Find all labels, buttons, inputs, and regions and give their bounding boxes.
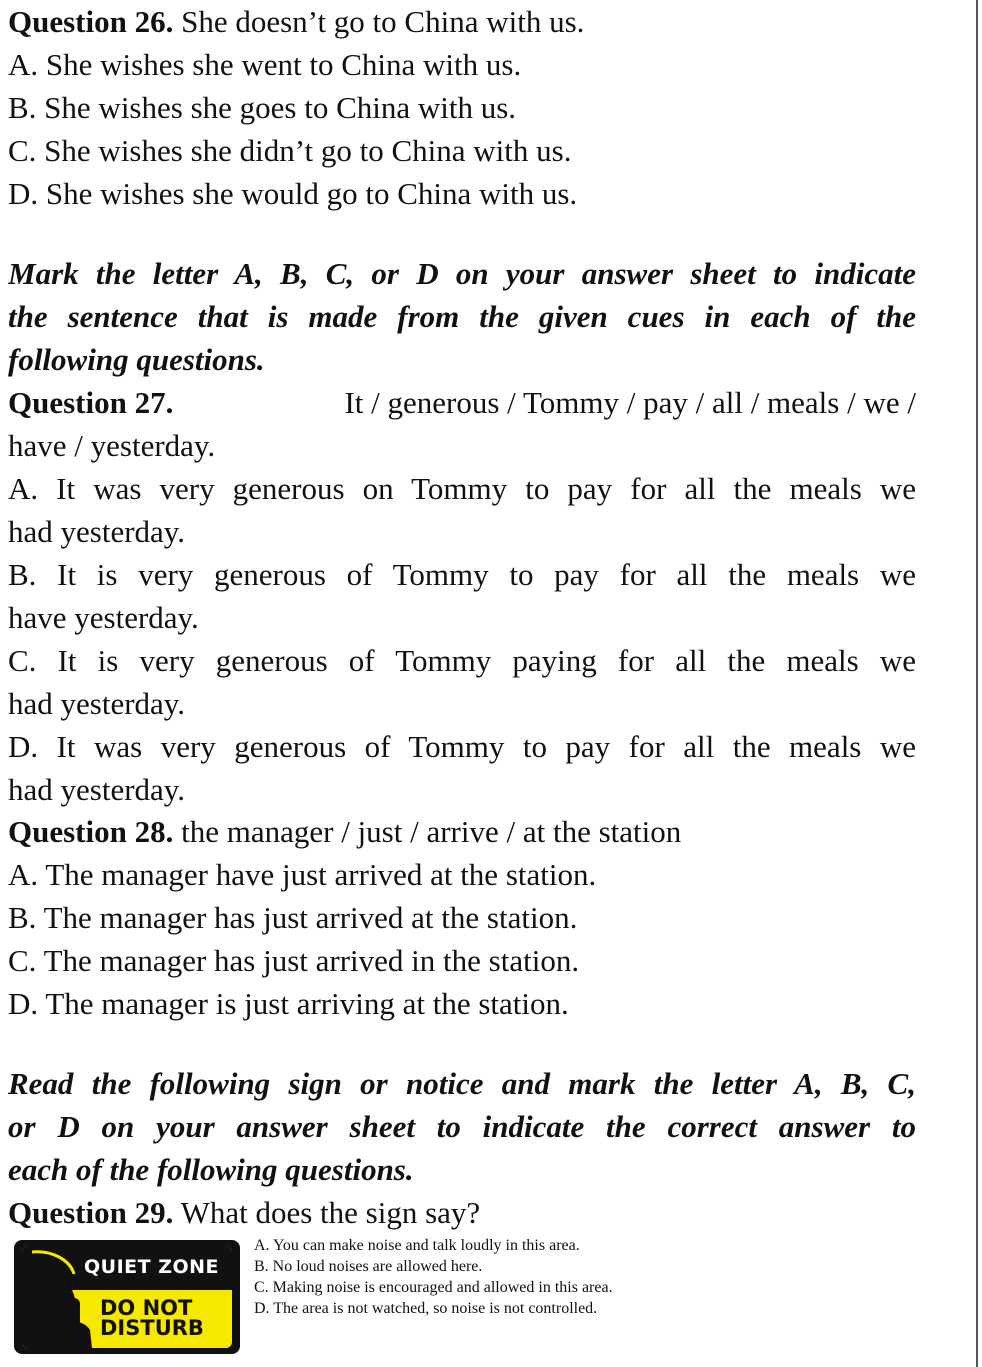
- q28-stem-line: [8, 810, 681, 853]
- q26-heading: Question 26.: [8, 4, 174, 39]
- q27-option-d-line2: had yesterday.: [8, 772, 186, 807]
- q27-heading: Question 27.: [8, 385, 174, 420]
- q26-stem-line: [8, 0, 584, 43]
- quiet-zone-sign: [14, 1240, 240, 1354]
- q27-option-c-line1: C. It is very generous of Tommy paying for all the meals we: [8, 643, 916, 678]
- q29-option-d: D. The area is not watched, so noise is not controlled.: [254, 1300, 598, 1317]
- q27-stem-line1: It / generous / Tommy / pay / all / meals / we /: [344, 385, 916, 420]
- q27-option-a-line2: had yesterday.: [8, 514, 186, 549]
- q27-stem-line: [8, 381, 916, 424]
- q29-stem-line: [8, 1191, 480, 1234]
- q26-stem: She doesn’t go to China with us.: [181, 4, 585, 39]
- instruction2-line3: each of the following questions.: [8, 1152, 414, 1187]
- q27-option-c-line2: had yesterday.: [8, 686, 186, 721]
- instruction1-line1: Mark the letter A, B, C, or D on your answer sheet to indicate: [8, 256, 916, 291]
- instruction2-line1: Read the following sign or notice and mark the letter A, B, C,: [8, 1066, 916, 1101]
- q29-option-c: C. Making noise is encouraged and allowed in this area.: [254, 1279, 613, 1296]
- q29-option-b: B. No loud noises are allowed here.: [254, 1258, 483, 1275]
- q27-option-b-line1: B. It is very generous of Tommy to pay for all the meals we: [8, 557, 916, 592]
- sign-panel: [22, 1246, 232, 1348]
- page-right-border: [976, 0, 978, 1367]
- q29-stem: What does the sign say?: [180, 1195, 481, 1230]
- sign-do-not-disturb: [100, 1298, 204, 1338]
- sign-disturb-text: DISTURB: [100, 1316, 204, 1340]
- instruction1-line3: following questions.: [8, 342, 265, 377]
- sign-quiet-zone-text: QUIET ZONE: [84, 1256, 220, 1278]
- q29-option-a: A. You can make noise and talk loudly in this area.: [254, 1237, 580, 1254]
- q28-stem: the manager / just / arrive / at the station: [181, 814, 682, 849]
- q28-option-d: D. The manager is just arriving at the station.: [8, 986, 569, 1021]
- q27-stem-line2: have / yesterday.: [8, 428, 216, 463]
- q26-option-b: B. She wishes she goes to China with us.: [8, 90, 517, 125]
- q28-heading: Question 28.: [8, 814, 174, 849]
- q29-heading: Question 29.: [8, 1195, 174, 1230]
- q26-option-c: C. She wishes she didn’t go to China with us.: [8, 133, 572, 168]
- instruction2-line2: or D on your answer sheet to indicate the correct answer to: [8, 1109, 916, 1144]
- q27-option-a-line1: A. It was very generous on Tommy to pay for all the meals we: [8, 471, 916, 506]
- q27-option-b-line2: have yesterday.: [8, 600, 199, 635]
- q28-option-b: B. The manager has just arrived at the station.: [8, 900, 578, 935]
- instruction1-line2: the sentence that is made from the given cues in each of the: [8, 299, 916, 334]
- q26-option-d: D. She wishes she would go to China with us.: [8, 176, 578, 211]
- sign-do-not-text: DO NOT: [100, 1296, 193, 1320]
- q28-option-c: C. The manager has just arrived in the station.: [8, 943, 580, 978]
- q26-option-a: A. She wishes she went to China with us.: [8, 47, 522, 82]
- q27-option-d-line1: D. It was very generous of Tommy to pay for all the meals we: [8, 729, 916, 764]
- q28-option-a: A. The manager have just arrived at the station.: [8, 857, 597, 892]
